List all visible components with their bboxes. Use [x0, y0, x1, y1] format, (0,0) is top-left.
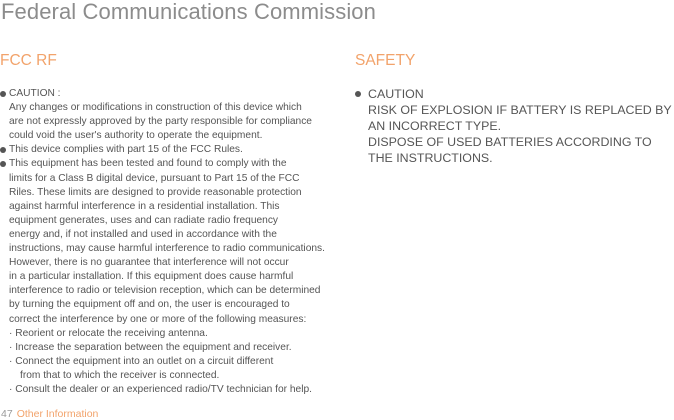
safety-line: AN INCORRECT TYPE. — [368, 119, 502, 133]
safety-section — [355, 86, 670, 166]
battery-caution-item — [355, 86, 670, 166]
safety-line: CAUTION — [368, 87, 424, 101]
tested-line: interference to radio or television reception, which can be determined — [9, 285, 321, 297]
tested-line: against harmful interference in a residential installation. This — [9, 200, 280, 212]
measure-item: · Consult the dealer or an experienced radio/TV technician for help. — [9, 383, 312, 395]
safety-line: DISPOSE OF USED BATTERIES ACCORDING TO — [368, 135, 652, 149]
bullet-icon — [0, 161, 6, 167]
tested-line: Riles. These limits are designed to provide reasonable protection — [9, 186, 302, 198]
caution-line: CAUTION : — [9, 88, 61, 99]
tested-line: correct the interference by one or more of the following measures: — [9, 313, 307, 325]
page-number: 47 — [1, 408, 13, 420]
footer-section-label: Other Information — [16, 408, 99, 420]
safety-line: THE INSTRUCTIONS. — [368, 151, 493, 165]
tested-line: limits for a Class B digital device, pursuant to Part 15 of the FCC — [9, 172, 300, 184]
tested-line: This equipment has been tested and found to comply with the — [9, 158, 287, 170]
tested-item — [0, 157, 336, 397]
tested-line: in a particular installation. If this equipment does cause harmful — [9, 271, 294, 283]
tested-line: instructions, may cause harmful interference to radio communications. — [9, 243, 325, 255]
safety-heading: SAFETY — [355, 52, 416, 69]
caution-line: could void the user's authority to operate the equipment. — [9, 130, 263, 142]
caution-item — [0, 87, 336, 143]
part15-item — [0, 143, 336, 157]
tested-line: by turning the equipment off and on, the user is encouraged to — [9, 299, 290, 311]
measure-item: · Increase the separation between the equipment and receiver. — [9, 341, 292, 353]
page-title: Federal Communications Commission — [1, 0, 376, 24]
bullet-icon — [355, 91, 361, 97]
caution-line: Any changes or modifications in construction of this device which — [9, 102, 302, 114]
fcc-rf-section — [0, 87, 336, 397]
part15-line: This device complies with part 15 of the FCC Rules. — [9, 144, 243, 156]
caution-line: are not expressly approved by the party responsible for compliance — [9, 116, 312, 128]
tested-line: equipment generates, uses and can radiate radio frequency — [9, 214, 279, 226]
tested-line: energy and, if not installed and used in accordance with the — [9, 228, 277, 240]
fcc-rf-heading: FCC RF — [0, 52, 57, 69]
measure-item: · Connect the equipment into an outlet on a circuit different — [9, 355, 274, 367]
safety-line: RISK OF EXPLOSION IF BATTERY IS REPLACED BY — [368, 103, 672, 117]
bullet-icon — [0, 91, 6, 97]
page-footer — [1, 408, 98, 420]
tested-line: However, there is no guarantee that interference will not occur — [9, 257, 289, 269]
measure-item: · Reorient or relocate the receiving antenna. — [9, 327, 208, 339]
measure-item-continued: from that to which the receiver is connected. — [20, 369, 220, 381]
bullet-icon — [0, 147, 6, 153]
